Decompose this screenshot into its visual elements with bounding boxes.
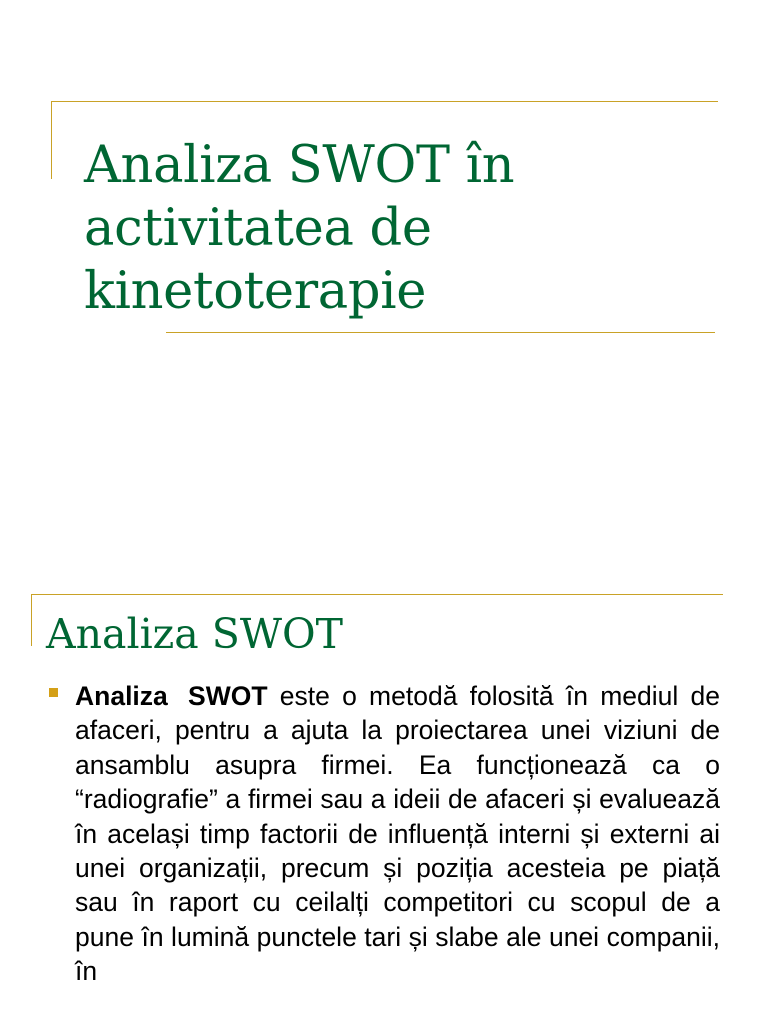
slide-heading: Analiza SWOT [46, 610, 343, 658]
left-accent-line [51, 101, 52, 179]
top-accent-line [51, 101, 718, 102]
content-slide [0, 576, 768, 1024]
square-bullet-icon [49, 688, 58, 697]
bullet-lead: Analiza SWOT [75, 681, 268, 711]
title-line-2: activitatea de [84, 199, 432, 258]
slide-title [84, 134, 704, 323]
title-line-1: Analiza SWOT în [84, 136, 515, 195]
title-underline [166, 332, 715, 333]
left-accent-line [31, 594, 32, 646]
title-line-3: kinetoterapie [84, 262, 427, 321]
bullet-paragraph [75, 679, 720, 989]
top-accent-line [31, 594, 723, 595]
bullet-body: este o metodă folosită în mediul de afaceri, pentru a ajuta la proiectarea unei viziuni de ansamblu asupra firmei. Ea funcționează ca o “radiografie” a firmei sau a ideii de afaceri și evaluează în același timp factorii de influență interni și externi ai unei organizații, precum și poziția acesteia pe piață sau în raport cu ceilalți competitori cu scopul de a pune în lumină punctele tari și slabe ale unei companii, în [75, 681, 720, 987]
